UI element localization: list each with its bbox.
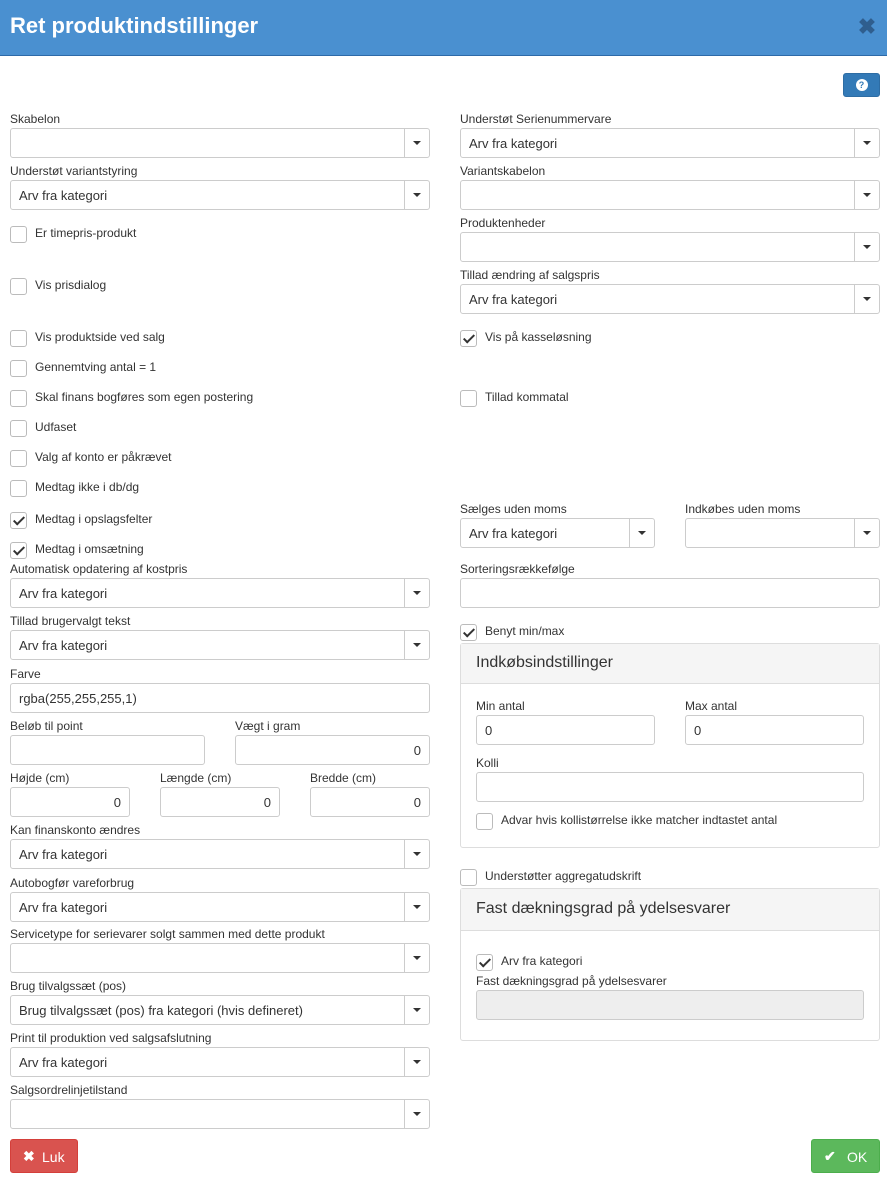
print-select[interactable]: Arv fra kategori (10, 1047, 430, 1077)
advar-label: Advar hvis kollistørrelse ikke matcher indtastet antal (501, 813, 778, 827)
vaegt-input[interactable]: 0 (235, 735, 430, 765)
gennemtving-label: Gennemtving antal = 1 (35, 360, 157, 374)
close-icon[interactable]: ✖ (857, 14, 877, 39)
chevron-down-icon (404, 996, 429, 1024)
servicetype-label: Servicetype for serievarer solgt sammen med dette produkt (10, 927, 325, 941)
kolli-input[interactable] (476, 772, 864, 802)
indkobes-select[interactable] (685, 518, 880, 548)
finans-label: Skal finans bogføres som egen postering (35, 390, 254, 404)
hojde-input[interactable]: 0 (10, 787, 130, 817)
timepris-label: Er timepris-produkt (35, 226, 137, 240)
question-icon: ? (856, 79, 868, 91)
farve-label: Farve (10, 667, 41, 681)
kommatal-checkbox[interactable] (460, 390, 477, 407)
max-label: Max antal (685, 699, 738, 713)
point-label: Beløb til point (10, 719, 83, 733)
kasse-label: Vis på kasseløsning (485, 330, 592, 344)
chevron-down-icon (854, 233, 879, 261)
arv-checkbox[interactable] (476, 954, 493, 971)
tilvalg-select[interactable]: Brug tilvalgssæt (pos) fra kategori (hvis defineret) (10, 995, 430, 1025)
autobogfor-select[interactable]: Arv fra kategori (10, 892, 430, 922)
brugertekst-label: Tillad brugervalgt tekst (10, 614, 131, 628)
chevron-down-icon (404, 1100, 429, 1128)
max-input[interactable]: 0 (685, 715, 864, 745)
dbdg-checkbox[interactable] (10, 480, 27, 497)
variantskabelon-select[interactable] (460, 180, 880, 210)
advar-checkbox[interactable] (476, 813, 493, 830)
timepris-checkbox[interactable] (10, 226, 27, 243)
variantstyring-select[interactable]: Arv fra kategori (10, 180, 430, 210)
produktside-checkbox[interactable] (10, 330, 27, 347)
chevron-down-icon (404, 1048, 429, 1076)
prisdialog-checkbox[interactable] (10, 278, 27, 295)
prisdialog-label: Vis prisdialog (35, 278, 107, 292)
finans-checkbox[interactable] (10, 390, 27, 407)
aggregat-checkbox[interactable] (460, 869, 477, 886)
produktside-label: Vis produktside ved salg (35, 330, 165, 344)
chevron-down-icon (404, 840, 429, 868)
daekning-field-label: Fast dækningsgrad på ydelsesvarer (476, 974, 667, 988)
ok-button[interactable]: ✔ OK (811, 1139, 880, 1173)
kostpris-select[interactable]: Arv fra kategori (10, 578, 430, 608)
variantstyring-label: Understøt variantstyring (10, 164, 138, 178)
indkobes-label: Indkøbes uden moms (685, 502, 801, 516)
minmax-checkbox[interactable] (460, 624, 477, 641)
chevron-down-icon (404, 944, 429, 972)
kostpris-label: Automatisk opdatering af kostpris (10, 562, 188, 576)
checkmark-icon: ✔ (824, 1148, 836, 1164)
farve-input[interactable]: rgba(255,255,255,1) (10, 683, 430, 713)
tilvalg-label: Brug tilvalgssæt (pos) (10, 979, 127, 993)
chevron-down-icon (854, 285, 879, 313)
aggregat-label: Understøtter aggregatudskrift (485, 869, 642, 883)
print-label: Print til produktion ved salgsafslutning (10, 1031, 212, 1045)
daekning-input[interactable] (476, 990, 864, 1020)
finanskonto-select[interactable]: Arv fra kategori (10, 839, 430, 869)
laengde-input[interactable]: 0 (160, 787, 280, 817)
minmax-label: Benyt min/max (485, 624, 565, 638)
salgspris-label: Tillad ændring af salgspris (460, 268, 600, 282)
sortering-input[interactable] (460, 578, 880, 608)
sortering-label: Sorteringsrækkefølge (460, 562, 575, 576)
konto-label: Valg af konto er påkrævet (35, 450, 172, 464)
opslag-label: Medtag i opslagsfelter (35, 512, 153, 526)
modal-header (0, 0, 887, 56)
variantskabelon-label: Variantskabelon (460, 164, 546, 178)
kommatal-label: Tillad kommatal (485, 390, 569, 404)
kasse-checkbox[interactable] (460, 330, 477, 347)
serienummer-select[interactable]: Arv fra kategori (460, 128, 880, 158)
chevron-down-icon (404, 579, 429, 607)
udfaset-label: Udfaset (35, 420, 77, 434)
skabelon-label: Skabelon (10, 112, 61, 126)
chevron-down-icon (404, 181, 429, 209)
salgsordre-select[interactable] (10, 1099, 430, 1129)
indkob-panel-heading (461, 644, 879, 684)
salgsordre-label: Salgsordrelinjetilstand (10, 1083, 128, 1097)
chevron-down-icon (629, 519, 654, 547)
daekning-panel-title: Fast dækningsgrad på ydelsesvarer (476, 900, 731, 917)
skabelon-select[interactable] (10, 128, 430, 158)
kolli-label: Kolli (476, 756, 499, 770)
serienummer-label: Understøt Serienummervare (460, 112, 612, 126)
omsaetning-checkbox[interactable] (10, 542, 27, 559)
daekning-panel-heading (461, 889, 879, 931)
saelges-select[interactable]: Arv fra kategori (460, 518, 655, 548)
chevron-down-icon (404, 631, 429, 659)
omsaetning-label: Medtag i omsætning (35, 542, 144, 556)
chevron-down-icon (854, 129, 879, 157)
modal-title: Ret produktindstillinger (10, 13, 259, 38)
produktenheder-label: Produktenheder (460, 216, 546, 230)
brugertekst-select[interactable]: Arv fra kategori (10, 630, 430, 660)
autobogfor-label: Autobogfør vareforbrug (10, 876, 135, 890)
dbdg-label: Medtag ikke i db/dg (35, 480, 140, 494)
chevron-down-icon (404, 893, 429, 921)
close-button[interactable]: ✖ Luk (10, 1139, 78, 1173)
laengde-label: Længde (cm) (160, 771, 232, 785)
finanskonto-label: Kan finanskonto ændres (10, 823, 141, 837)
indkob-panel-title: Indkøbsindstillinger (476, 654, 613, 671)
konto-checkbox[interactable] (10, 450, 27, 467)
servicetype-select[interactable] (10, 943, 430, 973)
chevron-down-icon (854, 519, 879, 547)
point-input[interactable] (10, 735, 205, 765)
x-icon: ✖ (23, 1148, 35, 1164)
bredde-input[interactable]: 0 (310, 787, 430, 817)
arv-label: Arv fra kategori (501, 954, 583, 968)
saelges-label: Sælges uden moms (460, 502, 567, 516)
min-label: Min antal (476, 699, 525, 713)
vaegt-label: Vægt i gram (235, 719, 301, 733)
chevron-down-icon (404, 129, 429, 157)
help-button[interactable] (843, 73, 880, 97)
gennemtving-checkbox[interactable] (10, 360, 27, 377)
bredde-label: Bredde (cm) (310, 771, 377, 785)
udfaset-checkbox[interactable] (10, 420, 27, 437)
salgspris-select[interactable]: Arv fra kategori (460, 284, 880, 314)
produktenheder-select[interactable] (460, 232, 880, 262)
chevron-down-icon (854, 181, 879, 209)
hojde-label: Højde (cm) (10, 771, 70, 785)
opslag-checkbox[interactable] (10, 512, 27, 529)
min-input[interactable]: 0 (476, 715, 655, 745)
